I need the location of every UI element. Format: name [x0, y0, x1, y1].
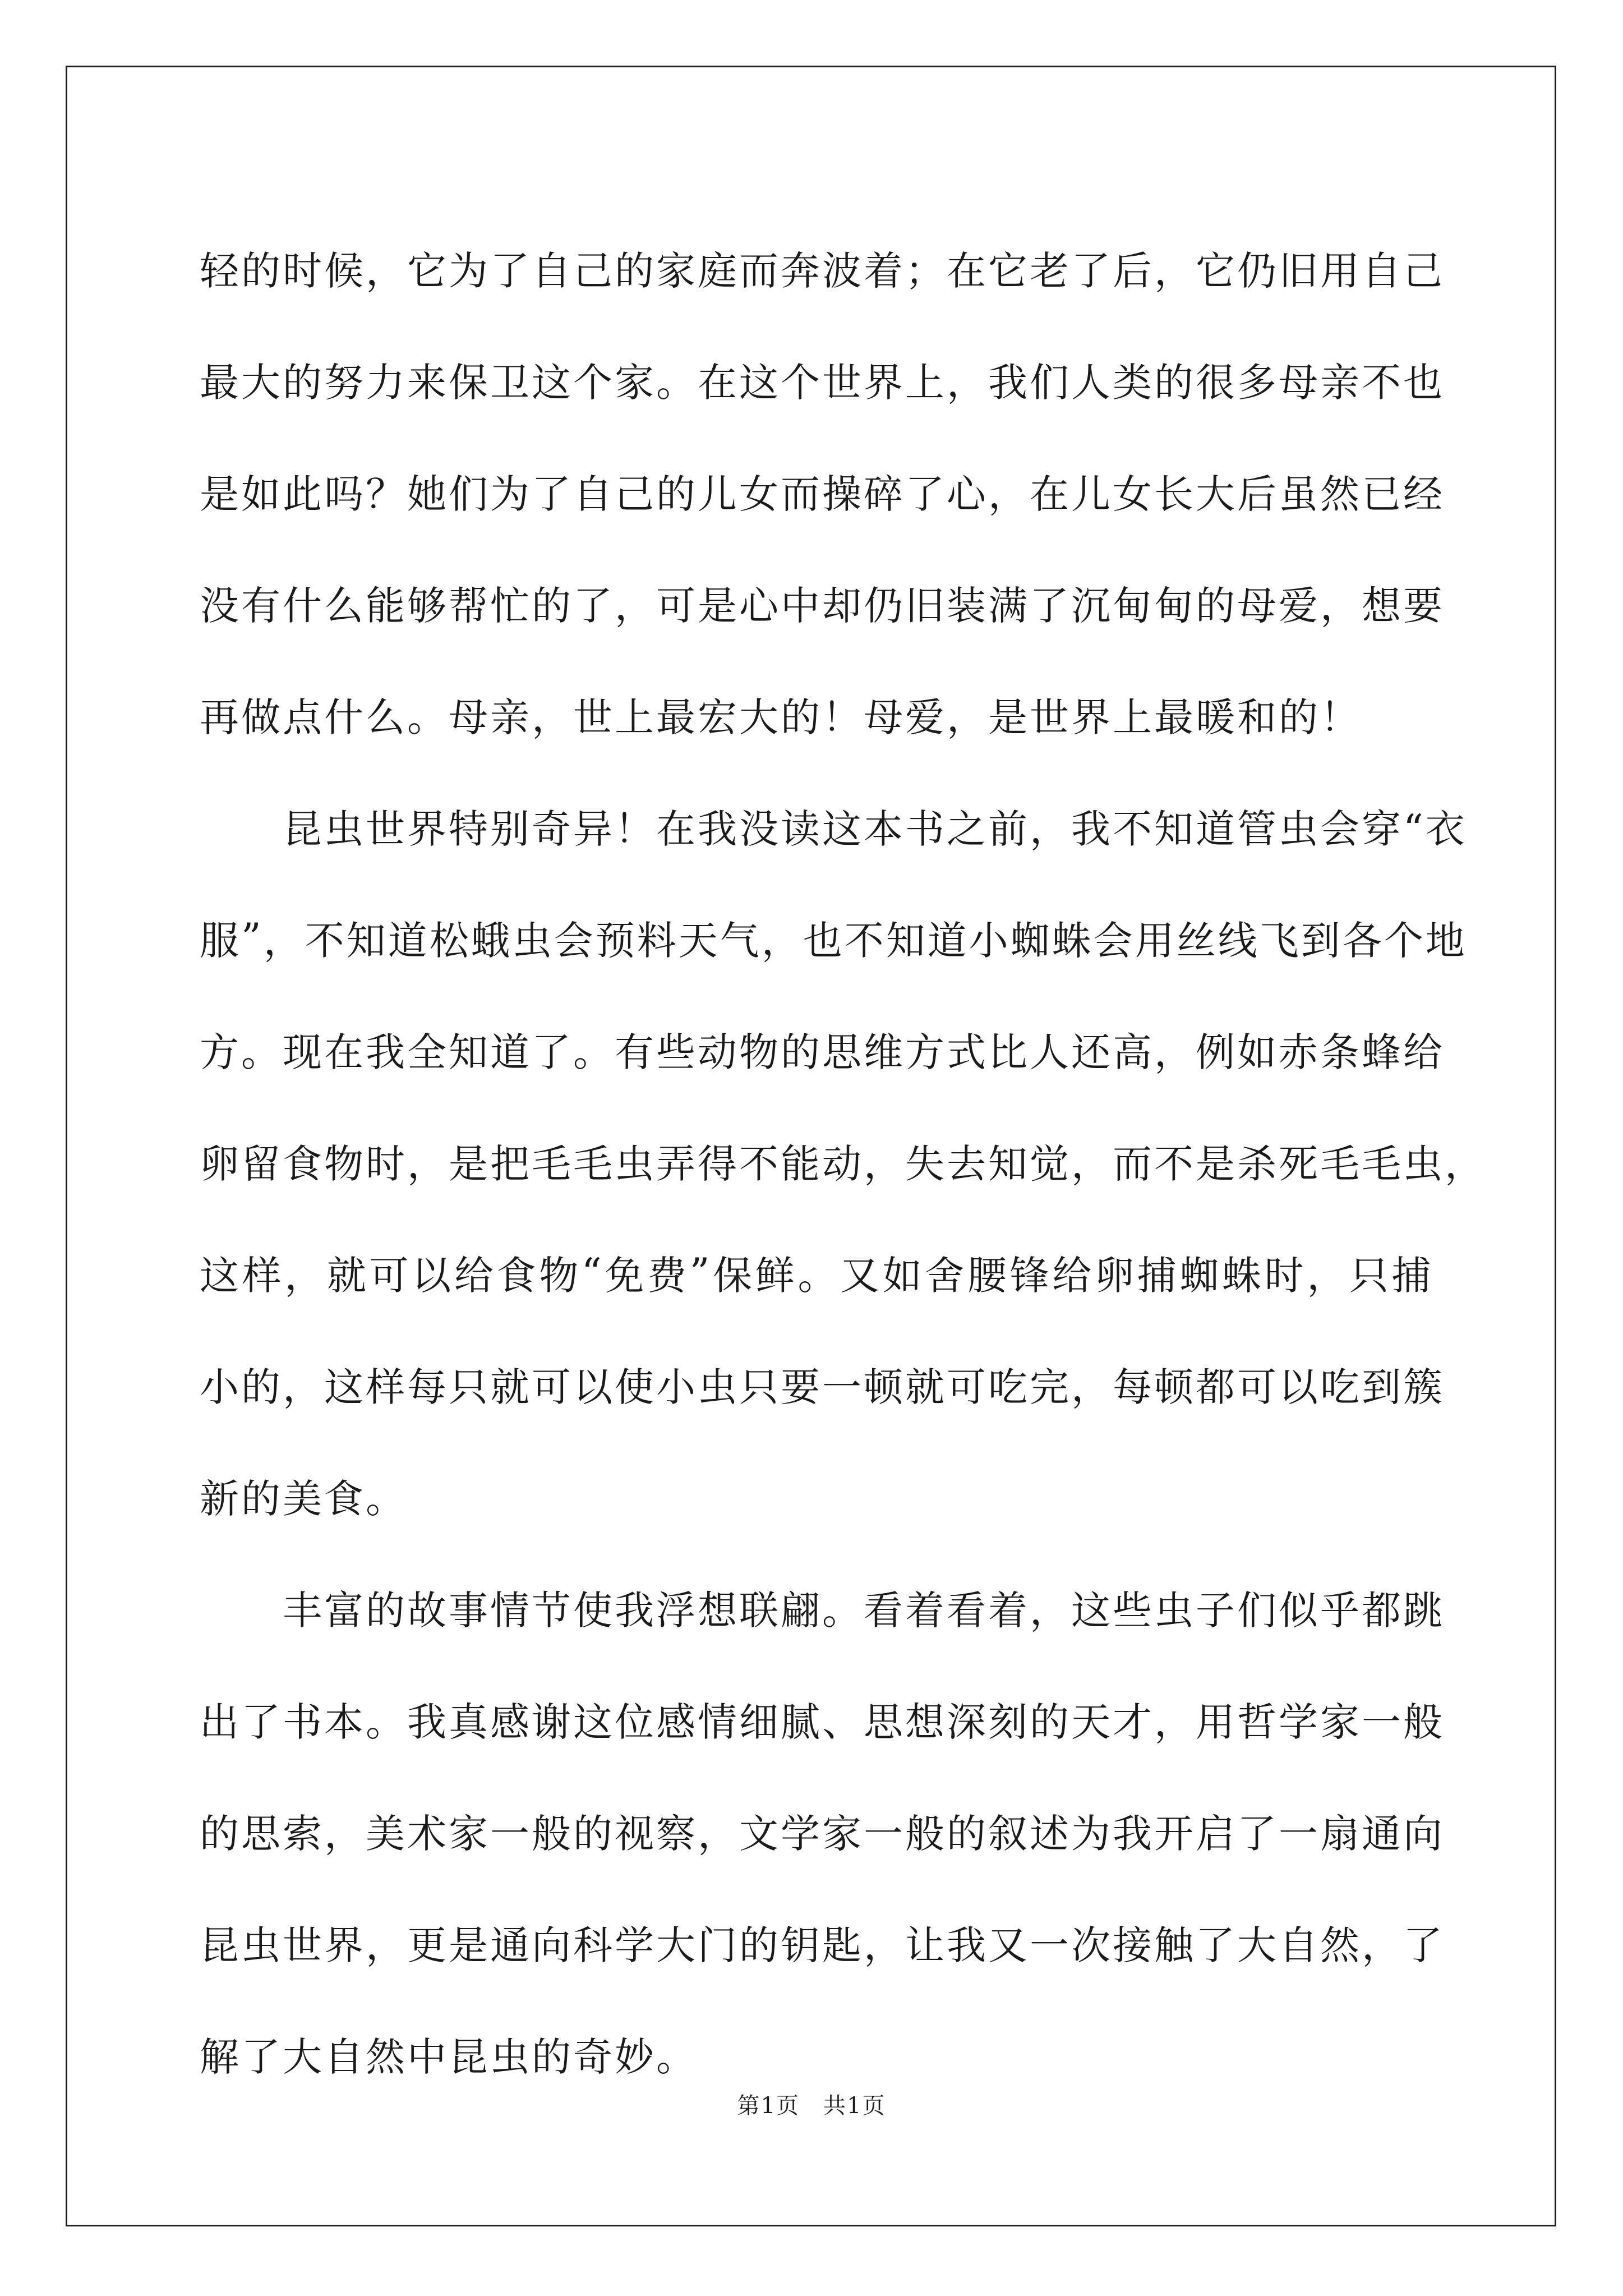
text-line: 出 了 书 本 。 我 真 感 谢 这 位 感 情 细 腻 、 思 想 深 刻 的 天 才 ， 用 哲 学 家 一 般	[200, 1699, 1445, 1745]
text-line: 最 大 的 努 力 来 保 卫 这 个 家 。 在 这 个 世 界 上 ， 我 们 人 类 的 很 多 母 亲 不 也	[200, 360, 1445, 406]
text-line: 服 ” ， 不 知 道 松 蛾 虫 会 预 料 天 气 ， 也 不 知 道 小 蜘 蛛 会 用 丝 线 飞 到 各 个 地	[200, 914, 1467, 964]
text-line: 这 样 ， 就 可 以 给 食 物 “ 免 费 ” 保 鲜 。 又 如 舍 腰 锋 给 卵 捕 蜘 蛛 时 ， 只 捕	[200, 1249, 1433, 1299]
text-line: 的 思 索 ， 美 术 家 一 般 的 视 察 ， 文 学 家 一 般 的 叙 述 为 我 开 启 了 一 扇 通 向	[200, 1811, 1445, 1857]
text-line: 方 。 现 在 我 全 知 道 了 。 有 些 动 物 的 思 维 方 式 比 人 还 高 ， 例 如 赤 条 蜂 给	[200, 1029, 1445, 1075]
text-line: 新的美食。	[200, 1476, 407, 1522]
paragraph-first-line: 昆虫世界特别奇异！在我没读这本书之前，我不知道管虫会穿“衣	[283, 806, 1467, 852]
text-line: 没 有 什 么 能 够 帮 忙 的 了 ， 可 是 心 中 却 仍 旧 装 满 了 沉 甸 甸 的 母 爱 ， 想 要	[200, 583, 1445, 629]
paragraph-first-line: 丰富的故事情节使我浮想联翩。看着看着，这些虫子们似乎都跳	[283, 1588, 1445, 1634]
text-line: 是 如 此 吗 ？ 她 们 为 了 自 己 的 儿 女 而 操 碎 了 心 ， 在 儿 女 长 大 后 虽 然 已 经	[200, 471, 1445, 517]
text-line: 昆 虫 世 界 ， 更 是 通 向 科 学 大 门 的 钥 匙 ， 让 我 又 一 次 接 触 了 大 自 然 ， 了	[200, 1922, 1445, 1968]
text-line: 卵 留 食 物 时 ， 是 把 毛 毛 虫 弄 得 不 能 动 ， 失 去 知 觉 ， 而 不 是 杀 死 毛 毛 虫 ，	[200, 1141, 1486, 1187]
text-line: 解了大自然中昆虫的奇妙。	[200, 2034, 698, 2080]
text-line: 轻 的 时 候 ， 它 为 了 自 己 的 家 庭 而 奔 波 着 ； 在 它 老 了 后 ， 它 仍 旧 用 自 己	[200, 248, 1445, 294]
document-body	[200, 212, 1486, 2110]
text-line: 再做点什么。母亲，世上最宏大的！母爱，是世界上最暖和的！	[200, 694, 1362, 740]
text-line: 小 的 ， 这 样 每 只 就 可 以 使 小 虫 只 要 一 顿 就 可 吃 完 ， 每 顿 都 可 以 吃 到 簇	[200, 1364, 1445, 1410]
page-number-footer: 第1页 共1页	[737, 2093, 886, 2119]
